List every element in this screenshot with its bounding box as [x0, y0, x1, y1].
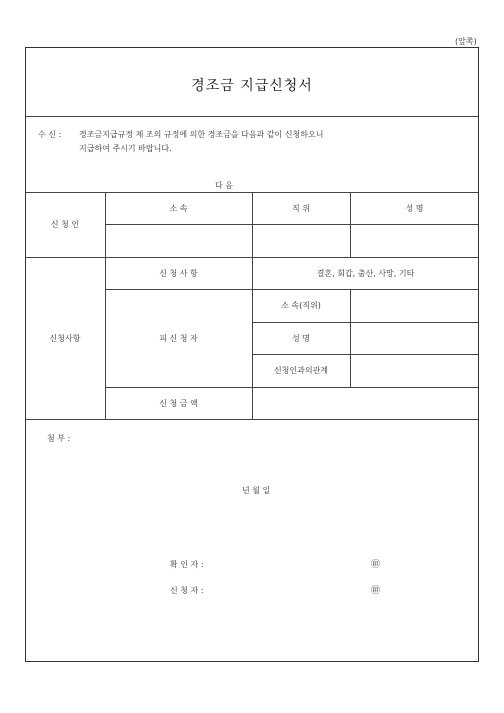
subject-relation-field[interactable] [351, 355, 478, 386]
section-heading-next: 다 음 [215, 181, 233, 190]
subject-name-label: 성 명 [292, 334, 310, 343]
details-label: 신청사항 [49, 334, 81, 343]
attachment-label: 첨 부 : [47, 434, 71, 443]
applicant-position-field[interactable] [253, 225, 349, 256]
recipient-line-1: 경조금지급규정 제 조의 규정에 의한 경조금을 다음과 같이 신청하오니 [79, 130, 324, 139]
applicant-label: 신 청 인 [50, 220, 80, 229]
front-mark: (앞쪽) [455, 37, 477, 46]
recipient-line-2: 지급하여 주시기 바랍니다. [79, 144, 172, 153]
requester-seal: ㊞ [371, 586, 381, 596]
recipient-label: 수 신 : [38, 130, 62, 139]
applicant-name-header: 성 명 [405, 204, 424, 213]
requester-label: 신 청 자 : [170, 586, 204, 595]
confirmer-seal: ㊞ [371, 560, 381, 570]
subject-label: 피 신 청 자 [159, 334, 198, 343]
divider [25, 116, 479, 117]
applicant-position-header: 직 위 [292, 204, 310, 213]
divider [25, 419, 479, 420]
amount-field[interactable] [253, 388, 478, 418]
subject-dept-field[interactable] [351, 290, 478, 321]
applicant-dept-header: 소 속 [169, 204, 188, 213]
request-type-options: 결혼, 회갑, 출산, 사망, 기타 [316, 269, 415, 278]
applicant-dept-field[interactable] [106, 225, 251, 256]
date-line: 년 월 일 [242, 486, 271, 495]
request-type-label: 신 청 사 항 [159, 269, 198, 278]
subject-name-field[interactable] [351, 323, 478, 353]
page-title: 경조금 지급신청서 [191, 78, 313, 94]
amount-label: 신 청 금 액 [159, 399, 198, 408]
subject-dept-label: 소 속(직위) [281, 301, 321, 310]
confirmer-label: 확 인 자 : [170, 560, 204, 569]
applicant-name-field[interactable] [351, 225, 478, 256]
subject-relation-label: 신청인과의관계 [273, 366, 329, 375]
